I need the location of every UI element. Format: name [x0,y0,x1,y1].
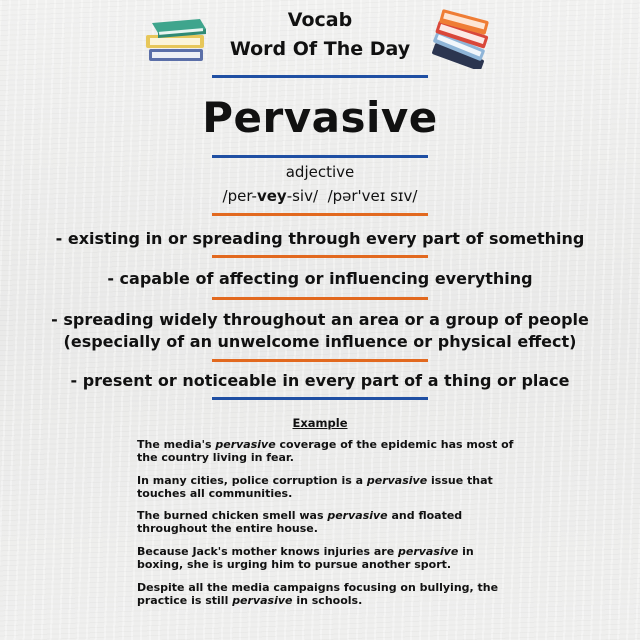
word-title: Pervasive [202,93,438,142]
divider-blue [212,397,428,400]
pronunciation-ipa: /pər'veɪ sɪv/ [327,187,418,205]
divider-blue [212,155,428,158]
example-heading: Example [292,416,348,430]
example-keyword: pervasive [327,509,388,522]
part-of-speech: adjective [285,163,355,181]
divider-orange [212,297,428,300]
example-text: In many cities, police corruption is a [137,474,367,487]
example-keyword: pervasive [398,545,459,558]
definition-3-line2: (especially of an unwelcome influence or physical effect) [63,332,577,351]
example-text: in boxing, she is urging him to pursue another sport. [137,545,474,571]
definition-3-line1: - spreading widely throughout an area or a group of people [51,310,589,329]
header-title-line2: Word Of The Day [229,38,411,60]
definition-2: - capable of affecting or influencing everything [107,269,533,288]
pronunciation-suffix: -siv/ [286,187,319,205]
divider-orange [212,255,428,258]
divider-blue [212,75,428,78]
example-sentence [137,439,517,464]
example-keyword: pervasive [232,593,293,607]
example-sentence [137,510,517,535]
example-text: and floated throughout the entire house. [137,509,463,535]
example-keyword: pervasive [366,474,428,487]
example-text: The burned chicken smell was [137,509,328,522]
example-text: The media's [137,438,216,451]
example-text: coverage of the epidemic has most of the country living in fear. [137,438,514,464]
header-title-line1: Vocab [287,9,353,31]
divider-orange [212,359,428,362]
books-stack-icon [428,7,494,69]
divider-orange [212,213,428,216]
example-keyword: pervasive [215,438,276,451]
definition-4: - present or noticeable in every part of a thing or place [70,371,570,390]
example-text: Despite all the media campaigns focusing on bullying, the practice is still [137,581,499,607]
example-sentence [137,582,517,607]
pronunciation-prefix: /per- [222,187,257,205]
example-text: in schools. [292,593,363,607]
pronunciation-stress: vey [256,187,287,205]
example-text: Because Jack's mother knows injuries are [137,545,398,558]
definition-1: - existing in or spreading through every part of something [55,229,585,248]
example-text: issue that touches all communities. [137,474,493,500]
example-sentence [137,546,517,571]
example-sentence [137,475,517,500]
pronunciation [0,186,640,206]
